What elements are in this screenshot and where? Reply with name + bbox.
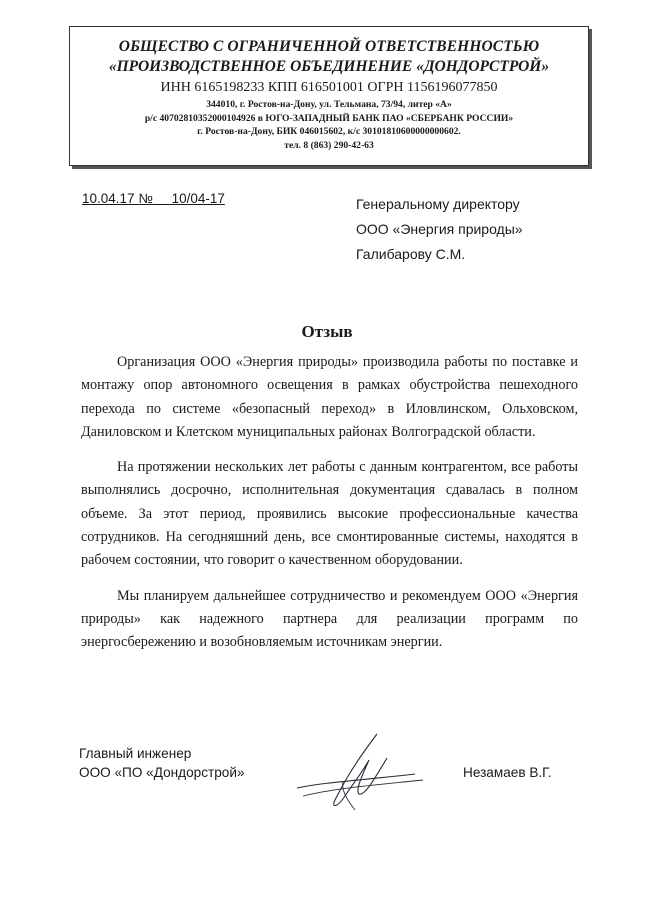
signatory-block — [79, 744, 245, 782]
letterhead — [69, 26, 589, 166]
addressee-company: ООО «Энергия природы» — [356, 221, 523, 237]
outgoing-registration — [82, 191, 225, 206]
letter-body — [81, 351, 578, 667]
paragraph: На протяжении нескольких лет работы с данным контрагентом, все работы выполнялись досрочно, исполнительная документация сдавалась в полном объеме. За этот период, проявились высокие профессиональные качества сотрудников. На сегодняшний день, все смонтированные системы, находятся в рабочем состоянии, что говорит о качественном оборудовании. — [81, 459, 578, 569]
letter-date: 10.04.17 — [82, 191, 135, 206]
company-address: 344010, г. Ростов-на-Дону, ул. Тельмана, 73/94, литер «А» — [206, 99, 452, 110]
company-phone: тел. 8 (863) 290-42-63 — [284, 139, 374, 151]
signatory-position: Главный инженер — [79, 746, 192, 761]
number-sign: № — [138, 191, 153, 206]
signatory-company: ООО «ПО «Дондорстрой» — [79, 765, 245, 780]
paragraph: Мы планируем дальнейшее сотрудничество и рекомендуем ООО «Энергия природы» как надежного партнера для реализации программ по энергосбережению и возобновляемым источникам энергии. — [81, 587, 578, 651]
letter-number: 10/04-17 — [171, 191, 225, 206]
company-name-line1: ОБЩЕСТВО С ОГРАНИЧЕННОЙ ОТВЕТСТВЕННОСТЬЮ — [118, 38, 540, 55]
paragraph: Организация ООО «Энергия природы» производила работы по поставке и монтажу опор автономного освещения в рамках обустройства пешеходного перехода по системе «безопасный переход» в Иловлинском, Ольховском, Даниловском и Клетском муниципальных районах Волгоградской области. — [81, 354, 578, 440]
document-title: Отзыв — [301, 322, 353, 341]
handwritten-signature — [295, 730, 425, 820]
company-registration-codes: ИНН 6165198233 КПП 616501001 ОГРН 1156196077850 — [160, 80, 498, 95]
company-name-line2: «ПРОИЗВОДСТВЕННОЕ ОБЪЕДИНЕНИЕ «ДОНДОРСТРОЙ» — [108, 58, 550, 75]
company-bank-account: р/с 40702810352000104926 в ЮГО-ЗАПАДНЫЙ БАНК ПАО «СБЕРБАНК РОССИИ» — [144, 112, 514, 124]
signatory-name: Незамаев В.Г. — [463, 765, 552, 780]
addressee-position: Генеральному директору — [356, 196, 520, 212]
addressee-block — [356, 192, 523, 267]
company-bank-details: г. Ростов-на-Дону, БИК 046015602, к/с 30101810600000000602. — [197, 126, 461, 137]
addressee-name: Галибарову С.М. — [356, 246, 466, 262]
